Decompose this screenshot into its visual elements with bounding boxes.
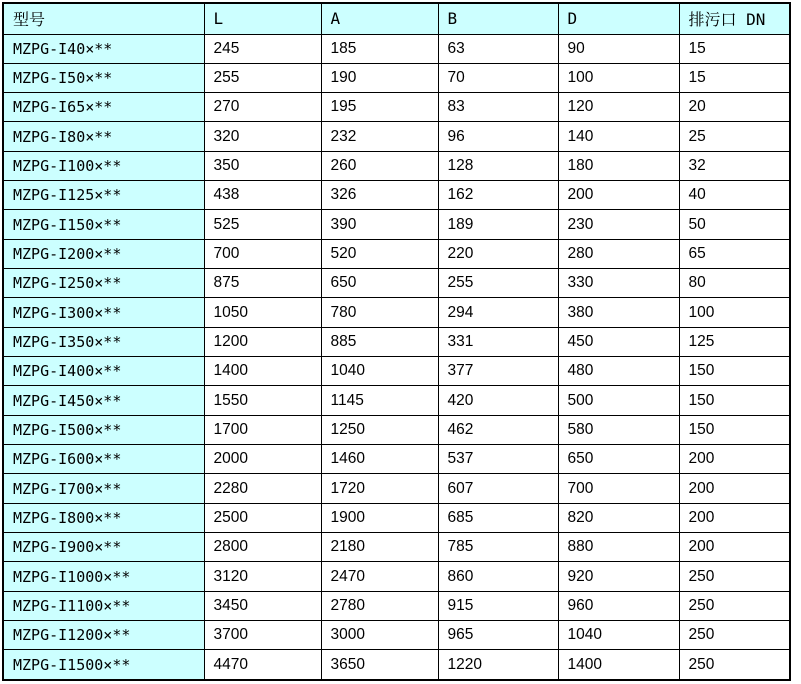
value-cell: 580 [558, 415, 679, 444]
value-cell: 150 [679, 415, 790, 444]
value-cell: 20 [679, 93, 790, 122]
model-cell: MZPG-I150×** [3, 210, 204, 239]
table-row [3, 181, 790, 210]
value-cell: 1720 [321, 474, 438, 503]
model-cell: MZPG-I100×** [3, 151, 204, 180]
table-row [3, 415, 790, 444]
value-cell: 331 [438, 327, 558, 356]
value-cell: 4470 [204, 650, 321, 680]
column-header-D: D [558, 3, 679, 34]
value-cell: 960 [558, 591, 679, 620]
value-cell: 1900 [321, 503, 438, 532]
table-row [3, 533, 790, 562]
value-cell: 438 [204, 181, 321, 210]
value-cell: 220 [438, 239, 558, 268]
table-body [3, 34, 790, 680]
column-header-model: 型号 [3, 3, 204, 34]
value-cell: 3700 [204, 621, 321, 650]
value-cell: 15 [679, 63, 790, 92]
value-cell: 326 [321, 181, 438, 210]
value-cell: 537 [438, 445, 558, 474]
value-cell: 785 [438, 533, 558, 562]
value-cell: 2800 [204, 533, 321, 562]
model-cell: MZPG-I350×** [3, 327, 204, 356]
table-row [3, 445, 790, 474]
table-row [3, 357, 790, 386]
value-cell: 420 [438, 386, 558, 415]
value-cell: 330 [558, 269, 679, 298]
value-cell: 200 [679, 533, 790, 562]
model-cell: MZPG-I1100×** [3, 591, 204, 620]
value-cell: 90 [558, 34, 679, 63]
value-cell: 250 [679, 621, 790, 650]
table-row [3, 562, 790, 591]
value-cell: 1040 [321, 357, 438, 386]
model-cell: MZPG-I450×** [3, 386, 204, 415]
header-row [3, 3, 790, 34]
value-cell: 125 [679, 327, 790, 356]
value-cell: 280 [558, 239, 679, 268]
value-cell: 450 [558, 327, 679, 356]
value-cell: 189 [438, 210, 558, 239]
model-cell: MZPG-I400×** [3, 357, 204, 386]
model-cell: MZPG-I900×** [3, 533, 204, 562]
value-cell: 150 [679, 386, 790, 415]
model-cell: MZPG-I40×** [3, 34, 204, 63]
value-cell: 2780 [321, 591, 438, 620]
value-cell: 462 [438, 415, 558, 444]
table-header [3, 3, 790, 34]
value-cell: 2500 [204, 503, 321, 532]
value-cell: 520 [321, 239, 438, 268]
value-cell: 245 [204, 34, 321, 63]
value-cell: 80 [679, 269, 790, 298]
value-cell: 150 [679, 357, 790, 386]
model-cell: MZPG-I500×** [3, 415, 204, 444]
value-cell: 162 [438, 181, 558, 210]
table-row [3, 386, 790, 415]
value-cell: 2280 [204, 474, 321, 503]
value-cell: 380 [558, 298, 679, 327]
value-cell: 200 [679, 445, 790, 474]
value-cell: 270 [204, 93, 321, 122]
value-cell: 780 [321, 298, 438, 327]
model-cell: MZPG-I800×** [3, 503, 204, 532]
model-cell: MZPG-I1500×** [3, 650, 204, 680]
value-cell: 2000 [204, 445, 321, 474]
value-cell: 1460 [321, 445, 438, 474]
value-cell: 232 [321, 122, 438, 151]
value-cell: 2470 [321, 562, 438, 591]
value-cell: 294 [438, 298, 558, 327]
model-cell: MZPG-I250×** [3, 269, 204, 298]
value-cell: 1700 [204, 415, 321, 444]
value-cell: 70 [438, 63, 558, 92]
model-cell: MZPG-I300×** [3, 298, 204, 327]
value-cell: 250 [679, 650, 790, 680]
value-cell: 140 [558, 122, 679, 151]
value-cell: 40 [679, 181, 790, 210]
value-cell: 1200 [204, 327, 321, 356]
value-cell: 32 [679, 151, 790, 180]
value-cell: 83 [438, 93, 558, 122]
value-cell: 128 [438, 151, 558, 180]
value-cell: 230 [558, 210, 679, 239]
model-cell: MZPG-I200×** [3, 239, 204, 268]
value-cell: 1400 [558, 650, 679, 680]
table-row [3, 474, 790, 503]
table-row [3, 122, 790, 151]
value-cell: 700 [204, 239, 321, 268]
value-cell: 607 [438, 474, 558, 503]
value-cell: 180 [558, 151, 679, 180]
value-cell: 390 [321, 210, 438, 239]
value-cell: 190 [321, 63, 438, 92]
value-cell: 1400 [204, 357, 321, 386]
value-cell: 860 [438, 562, 558, 591]
value-cell: 965 [438, 621, 558, 650]
model-cell: MZPG-I65×** [3, 93, 204, 122]
value-cell: 195 [321, 93, 438, 122]
value-cell: 875 [204, 269, 321, 298]
value-cell: 1145 [321, 386, 438, 415]
table-row [3, 503, 790, 532]
value-cell: 100 [558, 63, 679, 92]
table-row [3, 591, 790, 620]
table-row [3, 63, 790, 92]
column-header-L: L [204, 3, 321, 34]
value-cell: 185 [321, 34, 438, 63]
value-cell: 63 [438, 34, 558, 63]
value-cell: 685 [438, 503, 558, 532]
value-cell: 96 [438, 122, 558, 151]
table-row [3, 327, 790, 356]
model-cell: MZPG-I600×** [3, 445, 204, 474]
model-cell: MZPG-I125×** [3, 181, 204, 210]
value-cell: 920 [558, 562, 679, 591]
value-cell: 3000 [321, 621, 438, 650]
model-cell: MZPG-I1200×** [3, 621, 204, 650]
value-cell: 200 [558, 181, 679, 210]
value-cell: 500 [558, 386, 679, 415]
table-row [3, 151, 790, 180]
value-cell: 880 [558, 533, 679, 562]
value-cell: 50 [679, 210, 790, 239]
value-cell: 250 [679, 562, 790, 591]
value-cell: 650 [321, 269, 438, 298]
table-row [3, 650, 790, 680]
value-cell: 1220 [438, 650, 558, 680]
value-cell: 525 [204, 210, 321, 239]
value-cell: 260 [321, 151, 438, 180]
value-cell: 1250 [321, 415, 438, 444]
value-cell: 1040 [558, 621, 679, 650]
value-cell: 120 [558, 93, 679, 122]
model-cell: MZPG-I700×** [3, 474, 204, 503]
table-row [3, 269, 790, 298]
value-cell: 3650 [321, 650, 438, 680]
model-cell: MZPG-I80×** [3, 122, 204, 151]
value-cell: 25 [679, 122, 790, 151]
value-cell: 100 [679, 298, 790, 327]
value-cell: 65 [679, 239, 790, 268]
value-cell: 700 [558, 474, 679, 503]
model-cell: MZPG-I50×** [3, 63, 204, 92]
column-header-drain-dn: 排污口 DN [679, 3, 790, 34]
table-row [3, 93, 790, 122]
table-row [3, 298, 790, 327]
table-row [3, 621, 790, 650]
value-cell: 3450 [204, 591, 321, 620]
spec-table [2, 2, 791, 681]
value-cell: 1050 [204, 298, 321, 327]
value-cell: 255 [438, 269, 558, 298]
value-cell: 200 [679, 474, 790, 503]
model-cell: MZPG-I1000×** [3, 562, 204, 591]
value-cell: 320 [204, 122, 321, 151]
table-row [3, 239, 790, 268]
column-header-A: A [321, 3, 438, 34]
value-cell: 350 [204, 151, 321, 180]
value-cell: 255 [204, 63, 321, 92]
value-cell: 2180 [321, 533, 438, 562]
value-cell: 377 [438, 357, 558, 386]
value-cell: 3120 [204, 562, 321, 591]
table-row [3, 210, 790, 239]
value-cell: 200 [679, 503, 790, 532]
table-row [3, 34, 790, 63]
value-cell: 820 [558, 503, 679, 532]
value-cell: 885 [321, 327, 438, 356]
value-cell: 250 [679, 591, 790, 620]
value-cell: 480 [558, 357, 679, 386]
value-cell: 1550 [204, 386, 321, 415]
value-cell: 650 [558, 445, 679, 474]
value-cell: 15 [679, 34, 790, 63]
value-cell: 915 [438, 591, 558, 620]
column-header-B: B [438, 3, 558, 34]
